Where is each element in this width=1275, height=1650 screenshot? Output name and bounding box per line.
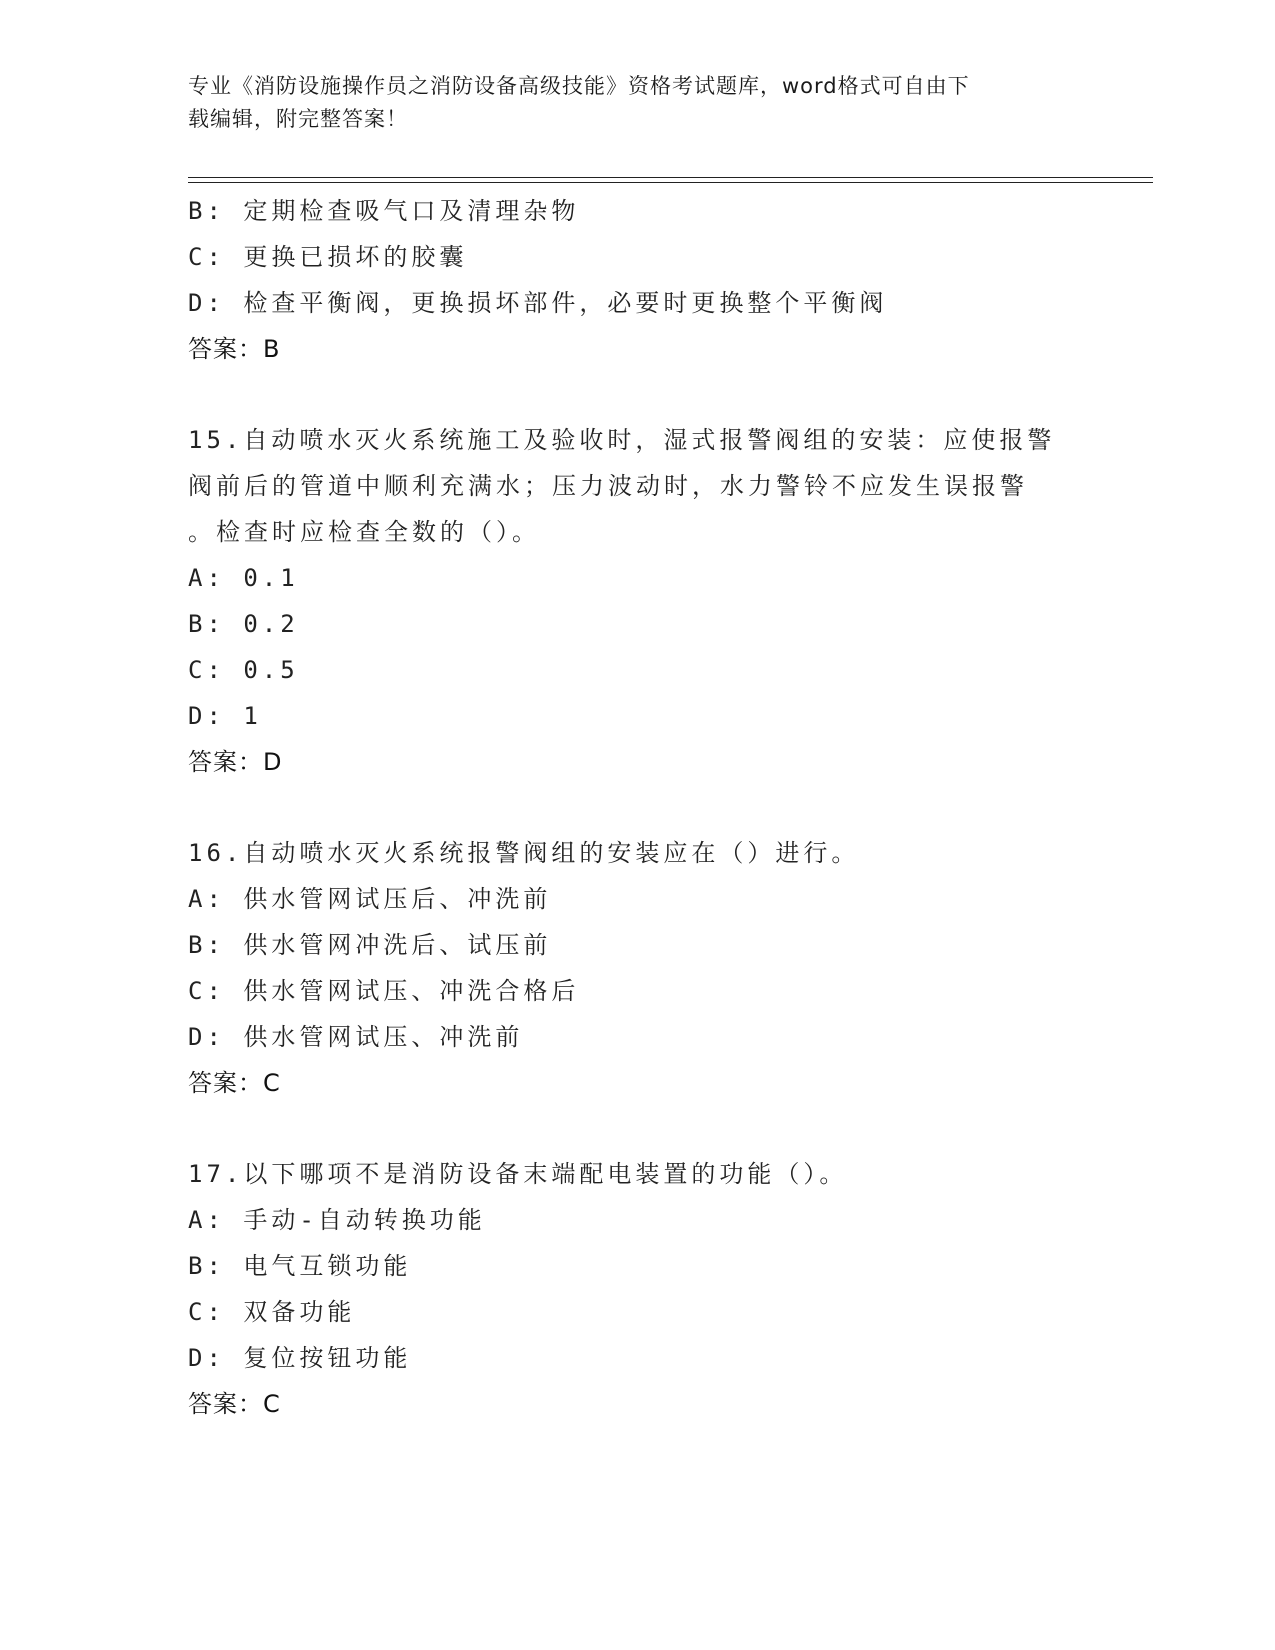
answer-line: 答案：B <box>188 335 281 363</box>
question-stem: 阀前后的管道中顺利充满水；压力波动时，水力警铃不应发生误报警 <box>188 472 1028 500</box>
option-b: B: 定期检查吸气口及清理杂物 <box>188 197 580 225</box>
option-d: D: 1 <box>188 702 262 730</box>
option-d: D: 供水管网试压、冲洗前 <box>188 1023 524 1051</box>
option-a: A: 供水管网试压后、冲洗前 <box>188 885 552 913</box>
option-d: D: 复位按钮功能 <box>188 1344 412 1372</box>
option-c: C: 双备功能 <box>188 1298 356 1326</box>
question-stem: 15.自动喷水灭火系统施工及验收时，湿式报警阀组的安装：应使报警 <box>188 426 1056 454</box>
option-b: B: 0.2 <box>188 610 299 638</box>
answer-line: 答案：C <box>188 1069 281 1097</box>
option-c: C: 供水管网试压、冲洗合格后 <box>188 977 580 1005</box>
question-stem: 。检查时应检查全数的（）。 <box>188 518 540 546</box>
option-a: A: 0.1 <box>188 564 299 592</box>
question-continued <box>188 188 1088 372</box>
header-divider-bottom <box>188 182 1153 183</box>
header-line-1: 专业《消防设施操作员之消防设备高级技能》资格考试题库，word格式可自由下 <box>188 74 970 98</box>
option-c: C: 更换已损坏的胶囊 <box>188 243 468 271</box>
option-a: A: 手动-自动转换功能 <box>188 1206 486 1234</box>
document-header <box>188 70 1088 136</box>
option-b: B: 供水管网冲洗后、试压前 <box>188 931 552 959</box>
question-16 <box>188 830 1088 1106</box>
option-d: D: 检查平衡阀，更换损坏部件，必要时更换整个平衡阀 <box>188 289 888 317</box>
header-line-2: 载编辑，附完整答案！ <box>188 107 408 131</box>
question-list <box>188 188 1088 1427</box>
option-b: B: 电气互锁功能 <box>188 1252 412 1280</box>
option-c: C: 0.5 <box>188 656 299 684</box>
question-15 <box>188 417 1088 785</box>
question-stem: 16.自动喷水灭火系统报警阀组的安装应在（）进行。 <box>188 839 860 867</box>
header-divider-top <box>188 177 1153 178</box>
answer-line: 答案：D <box>188 748 283 776</box>
question-stem: 17.以下哪项不是消防设备末端配电装置的功能（）。 <box>188 1160 848 1188</box>
question-17 <box>188 1151 1088 1427</box>
answer-line: 答案：C <box>188 1390 281 1418</box>
